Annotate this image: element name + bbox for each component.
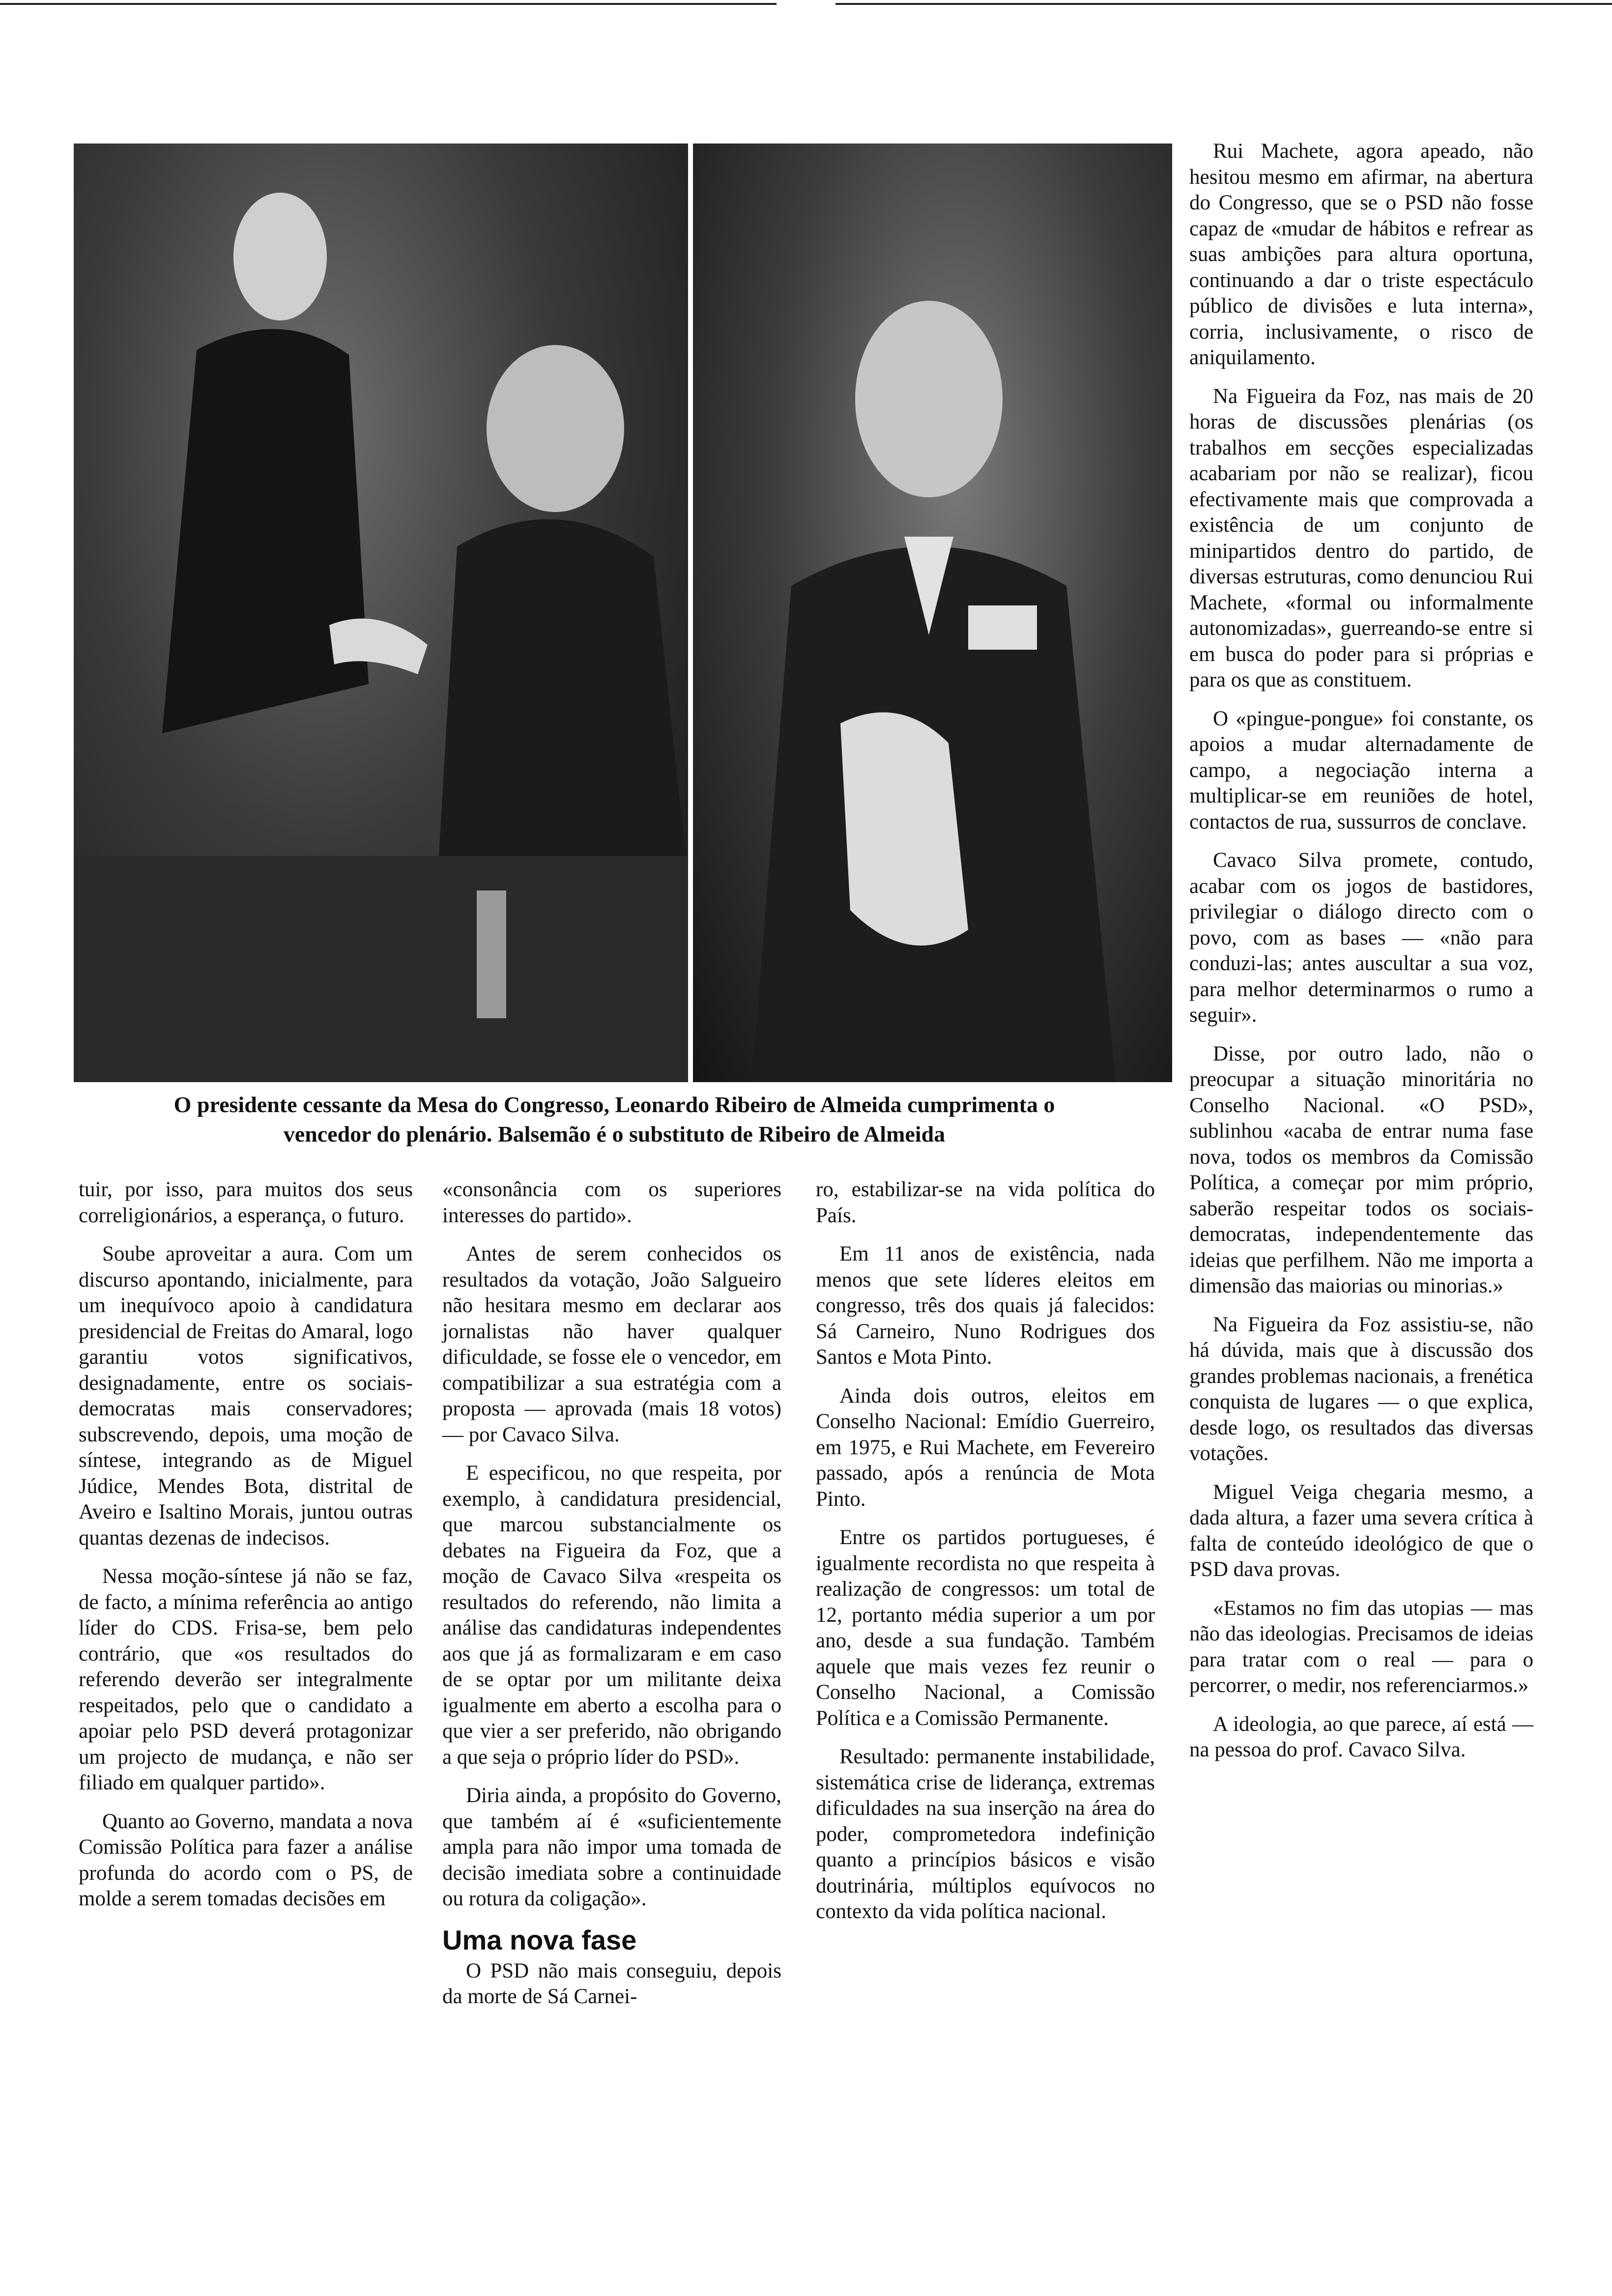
section-subhead: Uma nova fase (442, 1924, 637, 1955)
photo-handshake (74, 144, 688, 1082)
col1-paragraph-1: tuir, por isso, para muitos dos seus correligionários, a esperança, o futuro. (79, 1178, 413, 1227)
col-right-paragraph-8: «Estamos no fim das utopias — mas não das ideologias. Precisamos de ideias para tratar com o real — para o percorrer, o medir, nos referenciarmos.» (1189, 1596, 1533, 1697)
col1-paragraph-2: Soube aproveitar a aura. Com um discurso apontando, inicialmente, para um inequívoco apoio à candidatura presidencial de Freitas do Amaral, logo garantiu votos significativos, designadamente, entre os sociais-democratas mais conservadores; subscrevendo, depois, uma moção de síntese, integrando as de Miguel Júdice, Mendes Bota, distrital de Aveiro e Isaltino Morais, juntou outras quantas dezenas de indecisos. (79, 1242, 413, 1550)
col3-paragraph-3: Ainda dois outros, eleitos em Conselho Nacional: Emídio Guerreiro, em 1975, e Rui Machete, em Fevereiro passado, após a renúncia de Mota Pinto. (816, 1384, 1155, 1511)
col-right-paragraph-9: A ideologia, ao que parece, aí está — na pessoa do prof. Cavaco Silva. (1189, 1712, 1533, 1761)
col-right-paragraph-6: Na Figueira da Foz assistiu-se, não há dúvida, mais que à discussão dos grandes problemas nacionais, a frenética conquista de lugares — o que explica, desde logo, os resultados das diversas votações. (1189, 1313, 1533, 1465)
col3-paragraph-5: Resultado: permanente instabilidade, sistemática crise de liderança, extremas dificuldades na sua inserção na área do poder, comprometedora indefinição quanto a princípios básicos e visão doutrinária, múltiplos equívocos no contexto da vida política nacional. (816, 1745, 1155, 1923)
top-rule-right (835, 3, 1612, 5)
column-3 (816, 1177, 1155, 1938)
col-right-paragraph-2: Na Figueira da Foz, nas mais de 20 horas de discussões plenárias (os trabalhos em secções especializadas acabariam por não se realizar), ficou efectivamente mais que comprovada a existência de um conjunto de minipartidos dentro do partido, de diversas estruturas, como denunciou Rui Machete, «formal ou informalmente autonomizadas», guerreando-se entre si em busca do poder para si próprias e para os que as constituem. (1189, 384, 1533, 691)
photo-portrait (693, 144, 1172, 1082)
col2-paragraph-1: «consonância com os superiores interesses do partido». (442, 1178, 781, 1227)
caption-line-1: O presidente cessante da Mesa do Congresso, Leonardo Ribeiro de Almeida cumprimenta o (173, 1092, 1055, 1117)
col2-paragraph-5: O PSD não mais conseguiu, depois da morte de Sá Carnei- (442, 1959, 781, 2008)
caption-line-2: vencedor do plenário. Balsemão é o substituto de Ribeiro de Almeida (283, 1121, 946, 1147)
photo-caption (74, 1090, 1155, 1149)
col3-paragraph-4: Entre os partidos portugueses, é igualmente recordista no que respeita à realização de congressos: um total de 12, portanto média superior a um por ano, desde a sua fundação. Também aquele que mais vezes fez reunir o Conselho Nacional, a Comissão Política e a Comissão Permanente. (816, 1526, 1155, 1730)
top-rule-left (0, 3, 777, 5)
col2-paragraph-2: Antes de serem conhecidos os resultados da votação, João Salgueiro não hesitara mesmo em declarar aos jornalistas não haver qualquer dificuldade, se fosse ele o vencedor, em compatibilizar a sua estratégia com a proposta — aprovada (mais 18 votos) — por Cavaco Silva. (442, 1242, 781, 1446)
col-right-paragraph-4: Cavaco Silva promete, contudo, acabar com os jogos de bastidores, privilegiar o diálogo directo com o povo, com as bases — «não para conduzi-las; antes auscultar a sua voz, para melhor determinarmos o rumo a seguir». (1189, 849, 1533, 1027)
column-1 (79, 1177, 413, 1925)
col1-paragraph-4: Quanto ao Governo, mandata a nova Comissão Política para fazer a análise profunda do acordo com o PS, de molde a serem tomadas decisões em (79, 1809, 413, 1910)
col-right-paragraph-7: Miguel Veiga chegaria mesmo, a dada altura, a fazer uma severa crítica à falta de conteúdo ideológico de que o PSD dava provas. (1189, 1480, 1533, 1581)
col-right-paragraph-3: O «pingue-pongue» foi constante, os apoios a mudar alternadamente de campo, a negociação interna a multiplicar-se em reuniões de hotel, contactos de rua, sussurros de conclave. (1189, 707, 1533, 833)
col3-paragraph-2: Em 11 anos de existência, nada menos que sete líderes eleitos em congresso, três dos quais já falecidos: Sá Carneiro, Nuno Rodrigues dos Santos e Mota Pinto. (816, 1242, 1155, 1369)
column-right (1189, 139, 1533, 1776)
col-right-paragraph-1: Rui Machete, agora apeado, não hesitou mesmo em afirmar, na abertura do Congresso, que se o PSD não fosse capaz de «mudar de hábitos e refrear as suas ambições para altura oportuna, continuando a dar o triste espectáculo público de divisões e luta interna», corria, inclusivamente, o risco de aniquilamento. (1189, 140, 1533, 369)
col1-paragraph-3: Nessa moção-síntese já não se faz, de facto, a mínima referência ao antigo líder do CDS. Frisa-se, bem pelo contrário, que «os resultados do referendo deverão ser integralmente respeitados, pelo que o candidato a apoiar pelo PSD deverá protagonizar um projecto de mudança, e não ser filiado em qualquer partido». (79, 1565, 413, 1794)
col3-paragraph-1: ro, estabilizar-se na vida política do País. (816, 1178, 1155, 1227)
col-right-paragraph-5: Disse, por outro lado, não o preocupar a situação minoritária no Conselho Nacional. «O PSD», sublinhou «acaba de entrar numa fase nova, todos os membros da Comissão Política, a começar por mim próprio, saberão respeitar todos os sociais-democratas, independentemente das ideias que perfilhem. Não me importa a dimensão das maiorias ou minorias.» (1189, 1042, 1533, 1297)
column-2 (442, 1177, 781, 2023)
col2-paragraph-3: E especificou, no que respeita, por exemplo, à candidatura presidencial, que marcou substancialmente os debates na Figueira da Foz, que a moção de Cavaco Silva «respeita os resultados do referendo, não limita a análise das candidaturas independentes aos que já as formalizaram e em caso de se optar por um militante deixa igualmente em aberto a escolha para o que vier a ser preferido, não obrigando a que seja o próprio líder do PSD». (442, 1462, 781, 1769)
col2-paragraph-4: Diria ainda, a propósito do Governo, que também aí é «suficientemente ampla para não impor uma tomada de decisão imediata sobre a continuidade ou rotura da coligação». (442, 1784, 781, 1910)
